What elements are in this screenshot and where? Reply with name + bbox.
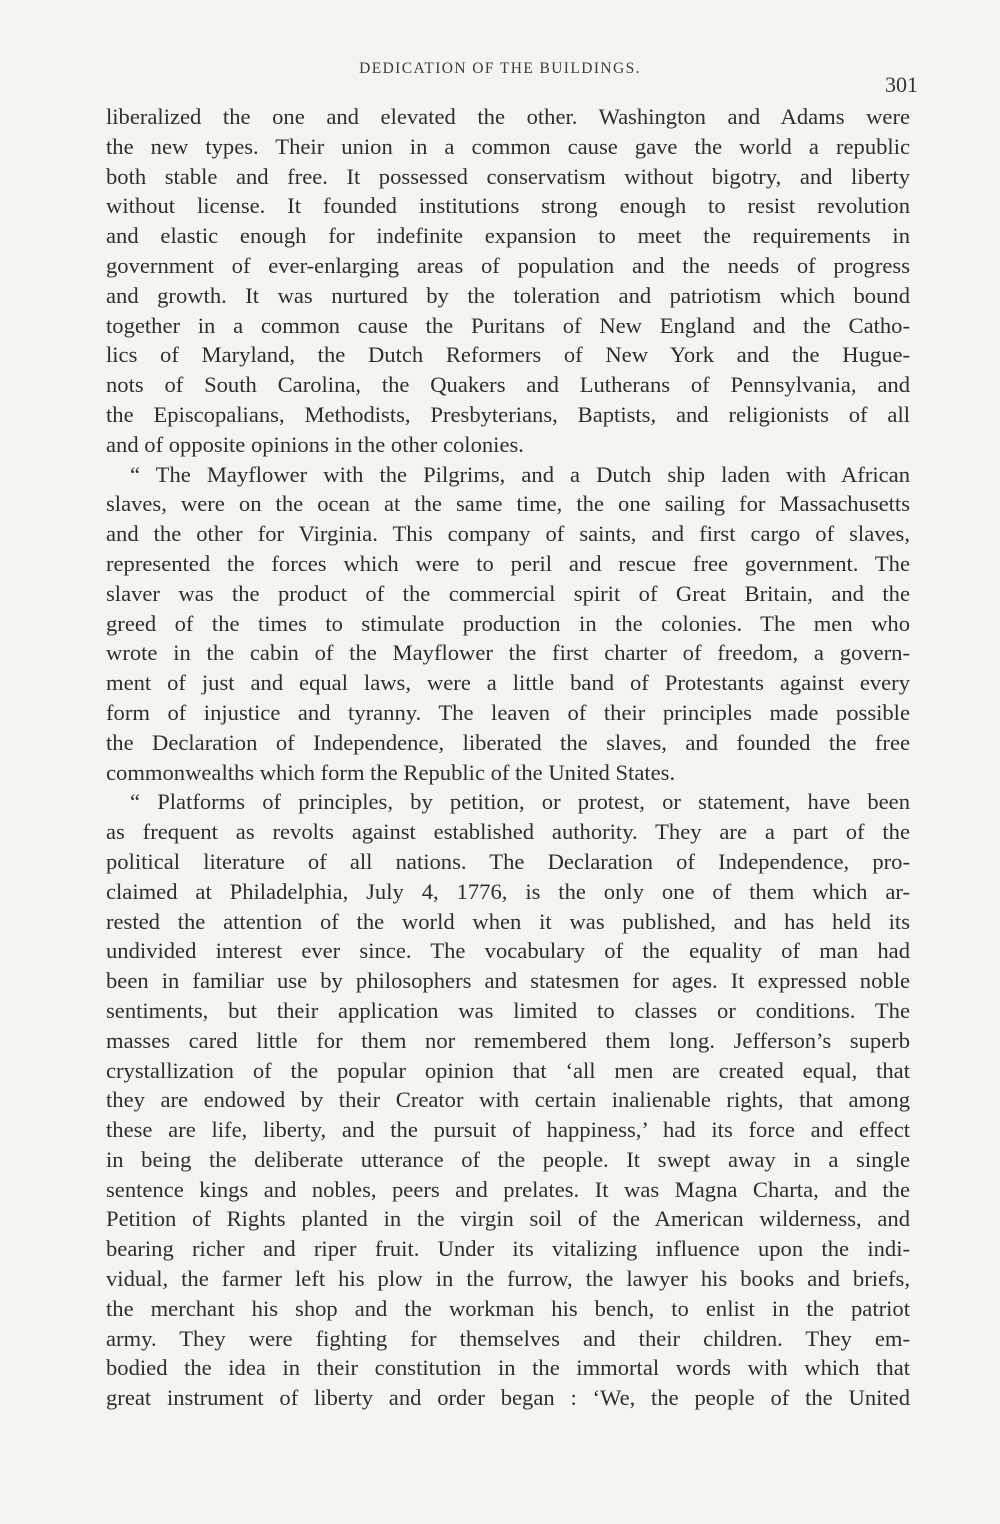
- text-line: without license. It founded institutions strong enough to resist revolution: [106, 193, 910, 219]
- text-line: lics of Maryland, the Dutch Reformers of New York and the Hugue-: [106, 342, 910, 368]
- text-line: sentiments, but their application was limited to classes or conditions. The: [106, 997, 910, 1023]
- text-line: the merchant his shop and the workman his bench, to enlist in the patriot: [106, 1295, 910, 1321]
- text-line: slaver was the product of the commercial spirit of Great Britain, and the: [106, 580, 910, 606]
- text-line: liberalized the one and elevated the other. Washington and Adams were: [106, 104, 910, 129]
- running-head: DEDICATION OF THE BUILDINGS.: [359, 60, 641, 77]
- text-line: army. They were fighting for themselves and their children. They em-: [106, 1325, 910, 1351]
- text-line: and elastic enough for indefinite expansion to meet the requirements in: [106, 223, 910, 249]
- text-line: been in familiar use by philosophers and statesmen for ages. It expressed noble: [106, 968, 910, 994]
- text-line: represented the forces which were to peril and rescue free government. The: [106, 550, 910, 576]
- text-line: the new types. Their union in a common cause gave the world a republic: [106, 133, 910, 159]
- text-line: government of ever-enlarging areas of population and the needs of progress: [106, 252, 910, 278]
- text-line: slaves, were on the ocean at the same time, the one sailing for Massachusetts: [106, 491, 910, 517]
- text-line: greed of the times to stimulate production in the colonies. The men who: [106, 610, 910, 636]
- text-line: bodied the idea in their constitution in the immortal words with which that: [106, 1355, 910, 1381]
- text-line: form of injustice and tyranny. The leaven of their principles made possible: [106, 699, 910, 725]
- text-line: political literature of all nations. The Declaration of Independence, pro-: [106, 848, 910, 874]
- text-line: crystallization of the popular opinion that ‘all men are created equal, that: [106, 1057, 910, 1083]
- text-line: in being the deliberate utterance of the people. It swept away in a single: [106, 1146, 910, 1172]
- body-text: [106, 102, 910, 1413]
- text-line: undivided interest ever since. The vocabulary of the equality of man had: [106, 938, 910, 964]
- text-line: both stable and free. It possessed conservatism without bigotry, and liberty: [106, 163, 910, 189]
- text-line: nots of South Carolina, the Quakers and Lutherans of Pennsylvania, and: [106, 372, 910, 398]
- paragraph-start-line: “ The Mayflower with the Pilgrims, and a Dutch ship laden with African: [130, 461, 910, 487]
- text-line: ment of just and equal laws, were a little band of Protestants against every: [106, 670, 910, 696]
- text-line: sentence kings and nobles, peers and prelates. It was Magna Charta, and the: [106, 1176, 910, 1202]
- text-line: claimed at Philadelphia, July 4, 1776, is the only one of them which ar-: [106, 878, 910, 904]
- text-line: and of opposite opinions in the other colonies.: [106, 431, 524, 457]
- text-line: the Declaration of Independence, liberated the slaves, and founded the free: [106, 729, 910, 755]
- text-line: bearing richer and riper fruit. Under its vitalizing influence upon the indi-: [106, 1236, 910, 1262]
- text-line: Petition of Rights planted in the virgin soil of the American wilderness, and: [106, 1206, 910, 1232]
- text-line: masses cared little for them nor remembered them long. Jefferson’s superb: [106, 1027, 910, 1053]
- paragraph-start-line: “ Platforms of principles, by petition, or protest, or statement, have been: [130, 789, 910, 815]
- text-line: these are life, liberty, and the pursuit of happiness,’ had its force and effect: [106, 1117, 910, 1143]
- text-line: vidual, the farmer left his plow in the furrow, the lawyer his books and briefs,: [106, 1266, 910, 1292]
- text-line: and growth. It was nurtured by the toleration and patriotism which bound: [106, 282, 910, 308]
- text-line: commonwealths which form the Republic of the United States.: [106, 759, 676, 785]
- page-number: 301: [885, 72, 918, 97]
- text-line: together in a common cause the Puritans of New England and the Catho-: [106, 312, 910, 338]
- text-line: and the other for Virginia. This company of saints, and first cargo of slaves,: [106, 521, 910, 547]
- text-line: rested the attention of the world when it was published, and has held its: [106, 908, 910, 934]
- text-line: wrote in the cabin of the Mayflower the first charter of freedom, a govern-: [106, 640, 910, 666]
- text-line: as frequent as revolts against established authority. They are a part of the: [106, 819, 910, 845]
- text-line: the Episcopalians, Methodists, Presbyterians, Baptists, and religionists of all: [106, 401, 910, 427]
- text-line: they are endowed by their Creator with certain inalienable rights, that among: [106, 1087, 910, 1113]
- text-line: great instrument of liberty and order began : ‘We, the people of the United: [106, 1385, 910, 1411]
